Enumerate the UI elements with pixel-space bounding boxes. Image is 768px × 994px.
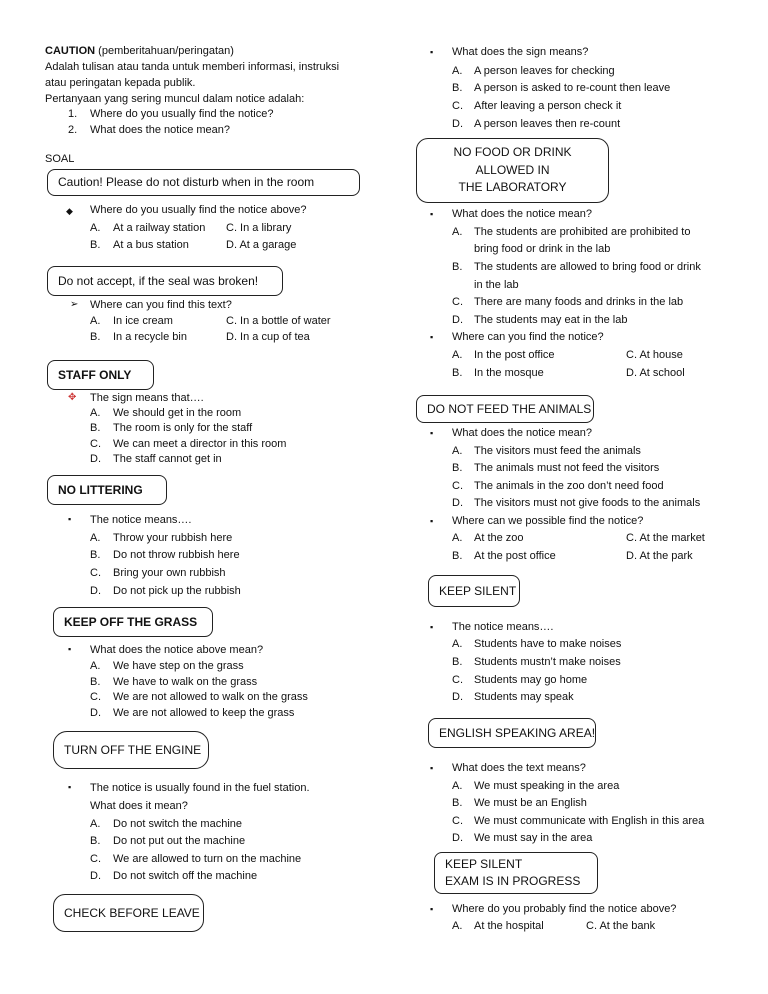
- option-letter: A.: [452, 226, 463, 238]
- question-text: The notice means….: [452, 621, 554, 633]
- option-letter: D.: [90, 453, 101, 465]
- square-bullet-icon: ▪: [430, 904, 434, 914]
- intro-q2: What does the notice mean?: [90, 124, 231, 136]
- option-b: In a recycle bin: [113, 331, 187, 343]
- option-d: D. In a cup of tea: [226, 331, 310, 343]
- option-b: The students are allowed to bring food or drink: [474, 261, 701, 273]
- option-d: A person leaves then re-count: [474, 118, 621, 130]
- option-a: At the hospital: [474, 920, 544, 932]
- intro-q1-num: 1.: [68, 108, 78, 120]
- option-letter: C.: [90, 567, 101, 579]
- question-text: The sign means that….: [90, 392, 204, 404]
- notice-line-3: THE LABORATORY: [458, 180, 567, 195]
- option-d: D. At school: [626, 367, 685, 379]
- option-d: D. At the park: [626, 550, 693, 562]
- question-text-2: Where can you find the notice?: [452, 331, 604, 343]
- option-b: At the post office: [474, 550, 556, 562]
- question-text: What does the notice mean?: [452, 208, 593, 220]
- option-letter: B.: [452, 656, 463, 668]
- notice-box-caution: Caution! Please do not disturb when in the room: [47, 169, 360, 196]
- option-d: We must say in the area: [474, 832, 593, 844]
- notice-box-keep-off-grass: KEEP OFF THE GRASS: [53, 607, 213, 637]
- option-letter: D.: [452, 691, 463, 703]
- option-d: Do not pick up the rubbish: [113, 585, 241, 597]
- option-letter: D.: [452, 497, 463, 509]
- square-bullet-icon: ▪: [68, 782, 72, 792]
- intro-line-1: Adalah tulisan atau tanda untuk memberi informasi, instruksi: [45, 61, 340, 73]
- option-letter: C.: [452, 480, 463, 492]
- option-a: At the zoo: [474, 532, 524, 544]
- option-a: The visitors must feed the animals: [474, 445, 641, 457]
- question-text: What does the notice mean?: [452, 427, 593, 439]
- option-letter: A.: [452, 532, 463, 544]
- option-letter: A.: [90, 407, 101, 419]
- notice-line-1: KEEP SILENT: [445, 856, 523, 871]
- square-bullet-icon: ▪: [430, 516, 434, 526]
- option-c: We are not allowed to walk on the grass: [113, 691, 308, 703]
- option-c: There are many foods and drinks in the lab: [474, 296, 684, 308]
- option-letter: B.: [90, 331, 101, 343]
- notice-line-2: EXAM IS IN PROGRESS: [445, 874, 581, 888]
- option-c: We can meet a director in this room: [113, 438, 287, 450]
- option-c: After leaving a person check it: [474, 100, 622, 112]
- option-letter: A.: [452, 780, 463, 792]
- option-letter: B.: [452, 82, 463, 94]
- option-letter: C.: [90, 853, 101, 865]
- option-letter: A.: [90, 818, 101, 830]
- option-c: The animals in the zoo don’t need food: [474, 480, 664, 492]
- option-a: Students have to make noises: [474, 638, 622, 650]
- intro-q1: Where do you usually find the notice?: [90, 108, 274, 120]
- option-a: Throw your rubbish here: [113, 532, 233, 544]
- option-letter: B.: [90, 239, 101, 251]
- option-c: C. At the bank: [586, 920, 656, 932]
- option-letter: B.: [452, 462, 463, 474]
- square-bullet-icon: ▪: [68, 644, 72, 654]
- question-text: What does the notice above mean?: [90, 644, 264, 656]
- notice-box-no-food: [416, 138, 609, 203]
- notice-box-seal: Do not accept, if the seal was broken!: [47, 266, 283, 296]
- notice-line-1: NO FOOD OR DRINK: [453, 145, 572, 160]
- option-d: The visitors must not give foods to the animals: [474, 497, 701, 509]
- option-d: The students may eat in the lab: [474, 314, 628, 326]
- notice-box-english-area: ENGLISH SPEAKING AREA!: [428, 718, 596, 748]
- question-text-2: What does it mean?: [90, 800, 188, 812]
- question-text: Where do you usually find the notice above?: [90, 204, 307, 216]
- option-letter: B.: [90, 835, 101, 847]
- option-letter: B.: [452, 550, 463, 562]
- intro-line-3: Pertanyaan yang sering muncul dalam notice adalah:: [45, 93, 305, 105]
- option-c: C. At the market: [626, 532, 705, 544]
- option-b: We must be an English: [474, 797, 587, 809]
- option-b-cont: in the lab: [474, 279, 519, 291]
- caution-rest: (pemberitahuan/peringatan): [95, 45, 234, 57]
- pin-bullet-icon: ✥: [68, 392, 77, 403]
- option-a: In the post office: [474, 349, 555, 361]
- option-letter: B.: [452, 261, 463, 273]
- option-a: The students are prohibited are prohibited to: [474, 226, 691, 238]
- option-letter: C.: [90, 438, 101, 450]
- option-letter: A.: [90, 532, 101, 544]
- option-b: Do not put out the machine: [113, 835, 246, 847]
- option-letter: A.: [452, 65, 463, 77]
- option-a: At a railway station: [113, 222, 206, 234]
- option-c: Students may go home: [474, 674, 588, 686]
- diamond-bullet-icon: ◆: [66, 206, 73, 216]
- square-bullet-icon: ▪: [430, 428, 434, 438]
- option-letter: C.: [452, 815, 463, 827]
- square-bullet-icon: ▪: [430, 622, 434, 632]
- notice-box-turn-off-engine: TURN OFF THE ENGINE: [53, 731, 209, 769]
- option-d: The staff cannot get in: [113, 453, 222, 465]
- notice-box-staff-only: STAFF ONLY: [47, 360, 154, 390]
- square-bullet-icon: ▪: [68, 514, 72, 524]
- option-b: We have to walk on the grass: [113, 676, 258, 688]
- notice-box-check-before-leave: CHECK BEFORE LEAVE: [53, 894, 204, 932]
- notice-line-2: ALLOWED IN: [475, 162, 550, 177]
- option-b: At a bus station: [113, 239, 189, 251]
- option-letter: B.: [90, 549, 101, 561]
- arrow-bullet-icon: ➢: [70, 299, 79, 310]
- question-text: Where can you find this text?: [90, 299, 232, 311]
- square-bullet-icon: ▪: [430, 47, 434, 57]
- option-c: Bring your own rubbish: [113, 567, 226, 579]
- soal-label: SOAL: [45, 153, 75, 165]
- option-letter: A.: [452, 445, 463, 457]
- option-c: We must communicate with English in this area: [474, 815, 705, 827]
- option-letter: C.: [452, 674, 463, 686]
- option-letter: A.: [90, 222, 101, 234]
- option-letter: B.: [452, 797, 463, 809]
- question-text: What does the sign means?: [452, 46, 589, 58]
- option-letter: D.: [452, 314, 463, 326]
- option-c: C. At house: [626, 349, 683, 361]
- question-text: Where do you probably find the notice above?: [452, 903, 677, 915]
- notice-box-no-littering: NO LITTERING: [47, 475, 167, 505]
- question-text: What does the text means?: [452, 762, 586, 774]
- option-a-cont: bring food or drink in the lab: [474, 243, 611, 255]
- option-letter: B.: [90, 422, 101, 434]
- square-bullet-icon: ▪: [430, 332, 434, 342]
- option-a: We have step on the grass: [113, 660, 244, 672]
- option-letter: A.: [90, 660, 101, 672]
- question-text: The notice means….: [90, 514, 192, 526]
- option-b: A person is asked to re-count then leave: [474, 82, 671, 94]
- option-a: In ice cream: [113, 315, 173, 327]
- notice-box-keep-silent: KEEP SILENT: [428, 575, 520, 607]
- option-letter: C.: [452, 100, 463, 112]
- option-a: We should get in the room: [113, 407, 242, 419]
- option-d: Students may speak: [474, 691, 574, 703]
- option-a: We must speaking in the area: [474, 780, 620, 792]
- option-letter: A.: [452, 920, 463, 932]
- option-b: Students mustn’t make noises: [474, 656, 621, 668]
- intro-q2-num: 2.: [68, 124, 78, 136]
- option-letter: A.: [90, 315, 101, 327]
- square-bullet-icon: ▪: [430, 763, 434, 773]
- option-b: The room is only for the staff: [113, 422, 253, 434]
- option-b: Do not throw rubbish here: [113, 549, 240, 561]
- option-a: Do not switch the machine: [113, 818, 243, 830]
- option-c: C. In a bottle of water: [226, 315, 331, 327]
- option-c: C. In a library: [226, 222, 292, 234]
- option-letter: D.: [452, 832, 463, 844]
- option-letter: C.: [452, 296, 463, 308]
- question-text-2: Where can we possible find the notice?: [452, 515, 644, 527]
- option-letter: D.: [90, 870, 101, 882]
- option-d: D. At a garage: [226, 239, 297, 251]
- option-d: We are not allowed to keep the grass: [113, 707, 295, 719]
- option-c: We are allowed to turn on the machine: [113, 853, 302, 865]
- option-letter: B.: [90, 676, 101, 688]
- option-letter: C.: [90, 691, 101, 703]
- option-letter: A.: [452, 638, 463, 650]
- option-b: The animals must not feed the visitors: [474, 462, 660, 474]
- question-text: The notice is usually found in the fuel station.: [90, 782, 310, 794]
- option-letter: B.: [452, 367, 463, 379]
- option-b: In the mosque: [474, 367, 544, 379]
- option-letter: D.: [90, 707, 101, 719]
- notice-box-exam: [434, 852, 598, 894]
- caution-word: CAUTION: [45, 45, 96, 57]
- option-letter: D.: [452, 118, 463, 130]
- square-bullet-icon: ▪: [430, 209, 434, 219]
- option-a: A person leaves for checking: [474, 65, 615, 77]
- option-letter: A.: [452, 349, 463, 361]
- option-letter: D.: [90, 585, 101, 597]
- option-d: Do not switch off the machine: [113, 870, 258, 882]
- caution-heading: [45, 45, 234, 58]
- intro-line-2: atau peringatan kepada publik.: [45, 77, 196, 89]
- notice-box-do-not-feed: DO NOT FEED THE ANIMALS: [416, 395, 594, 423]
